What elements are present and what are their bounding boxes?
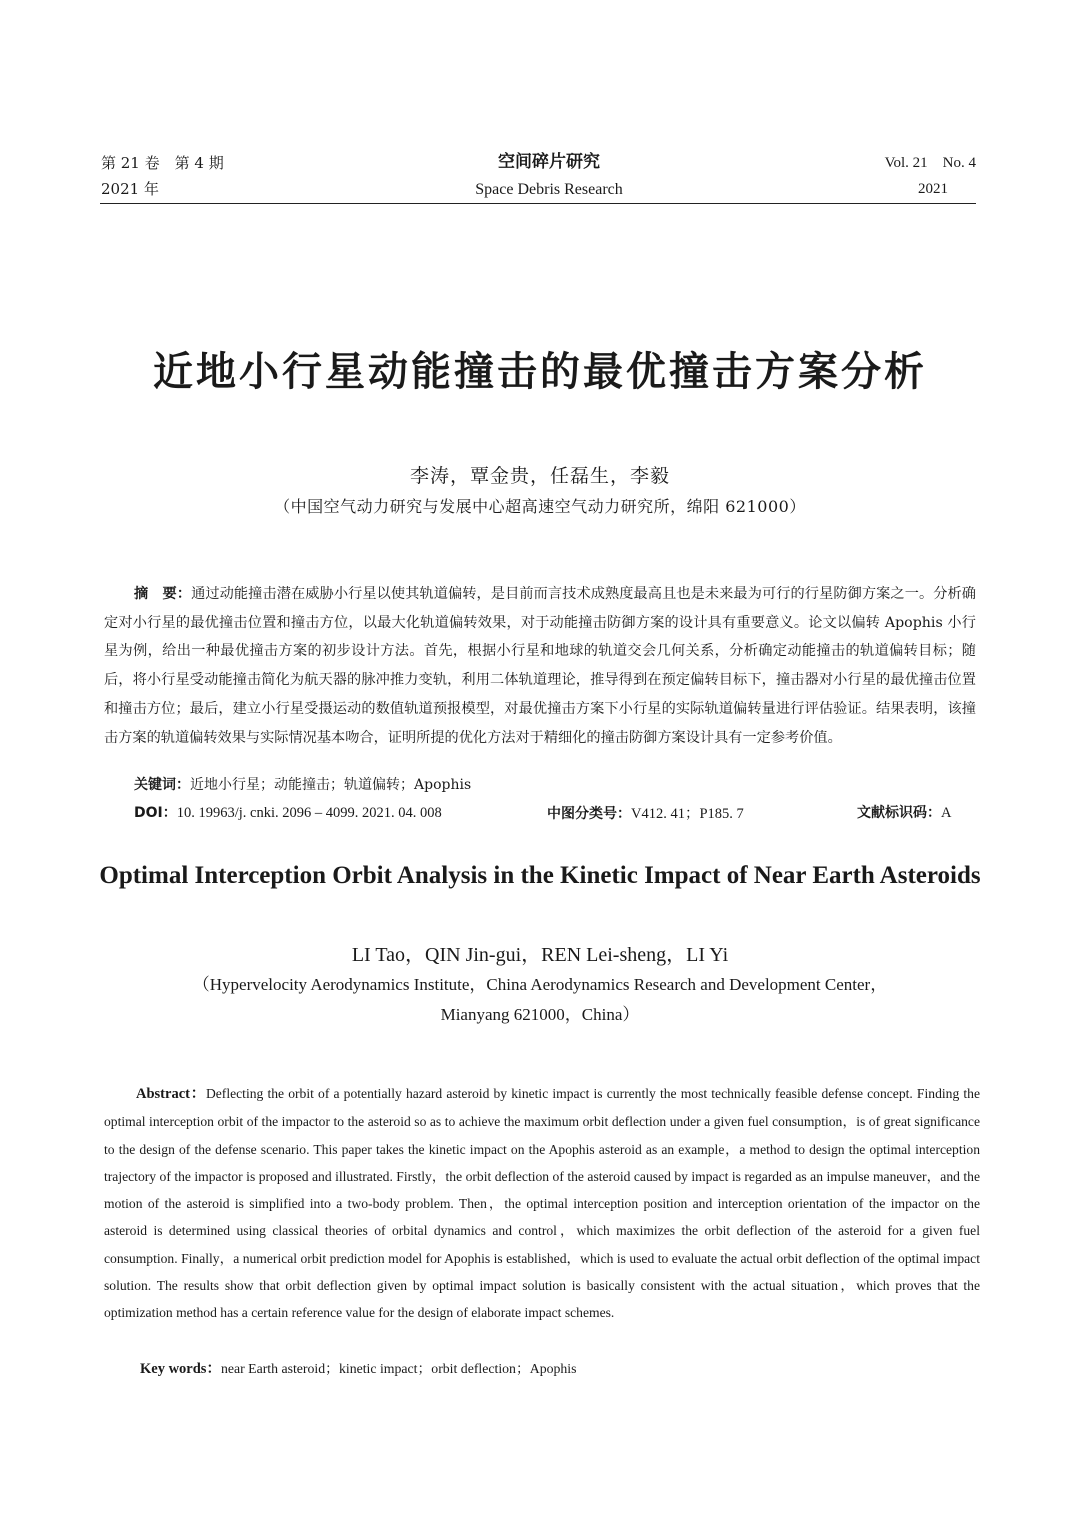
docid-label: 文献标识码： xyxy=(857,805,941,821)
authors-en: LI Tao，QIN Jin-gui，REN Lei-sheng，LI Yi xyxy=(351,944,729,966)
abstract-cn-text: 通过动能撞击潜在威胁小行星以使其轨道偏转，是目前而言技术成熟度最高且也是未来最为可行的行星防御方案之一。分析确定对小行星的最优撞击位置和撞击方位，以最大化轨道偏转效果，对于动能撞击防御方案的设计具有重要意义。论文以偏转 Apophis 小行星为例，给出一种最优撞击方案的初步设计方法。首先，根据小行星和地球的轨道交会几何关系，分析确定动能撞击的轨道偏转目标；随后，将小行星受动能撞击简化为航天器的脉冲推力变轨，利用二体轨道理论，推导得到在预定偏转目标下，撞击器对小行星的最优撞击位置和撞击方位；最后，建立小行星受摄运动的数值轨道预报模型，对最优撞击方案下小行星的实际轨道偏转量进行评估验证。结果表明，该撞击方案的轨道偏转效果与实际情况基本吻合，证明所提的优化方法对于精细化的撞击防御方案设计具有一定参考价值。 xyxy=(104,586,976,746)
volume-issue-cn: 第 21 卷 第 4 期 xyxy=(101,154,224,172)
issue-info-en xyxy=(885,150,976,202)
paper-title-en: Optimal Interception Orbit Analysis in the Kinetic Impact of Near Earth Asteroids xyxy=(99,862,981,889)
affiliation-en xyxy=(0,970,1080,1030)
authors-cn: 李涛，覃金贵，任磊生，李毅 xyxy=(409,465,670,487)
keywords-en xyxy=(140,1357,577,1378)
header-rule xyxy=(100,203,976,204)
document-code xyxy=(857,802,951,822)
journal-name-cn: 空间碎片研究 xyxy=(498,152,600,172)
year-en: 2021 xyxy=(918,181,948,197)
abstract-cn xyxy=(104,580,976,752)
doi-value: 10. 19963/j. cnki. 2096 – 4099. 2021. 04. 008 xyxy=(176,805,442,821)
keywords-cn-text: 近地小行星；动能撞击；轨道偏转；Apophis xyxy=(190,777,472,793)
docid-value: A xyxy=(941,805,952,821)
keywords-en-label: Key words： xyxy=(140,1361,221,1377)
keywords-cn-label: 关键词： xyxy=(134,777,190,793)
paper-title-cn: 近地小行星动能撞击的最优撞击方案分析 xyxy=(153,349,927,395)
clc-value: V412. 41；P185. 7 xyxy=(631,806,744,822)
abstract-cn-label: 摘 要： xyxy=(134,586,192,602)
abstract-en-text: Deflecting the orbit of a potentially hazard asteroid by kinetic impact is currently the most technically feasible defense concept. Finding the optimal interception orbit of the impactor to the asteroid so as to achieve the maximum orbit deflection under a given fuel consumption，is of great significance to the design of the defense scenario. This paper takes the kinetic impact on the Apophis asteroid as an example，a method to design the optimal interception trajectory of the impactor is proposed and illustrated. Firstly，the orbit deflection of the asteroid caused by impact is regarded as an impulse maneuver，and the motion of the asteroid is simplified into a two-body problem. Then，the optimal interception position and interception orientation of the impactor on the asteroid is determined using classical theories of orbital dynamics and control，which maximizes the orbit deflection of the asteroid for a given fuel consumption. Finally，a numerical orbit prediction model for Apophis is established，which is used to evaluate the actual orbit deflection of the optimal impact solution. The results show that orbit deflection given by optimal impact solution is basically consistent with the actual situation，which proves that the optimization method has a certain reference value for the design of elaborate impact schemes. xyxy=(104,1086,980,1321)
keywords-en-text: near Earth asteroid；kinetic impact；orbit deflection；Apophis xyxy=(220,1361,577,1376)
volume-issue-en: Vol. 21 No. 4 xyxy=(884,155,976,171)
doi-label: DOI： xyxy=(134,805,177,821)
keywords-cn xyxy=(134,774,471,794)
affiliation-en-line2: Mianyang 621000，China） xyxy=(440,1005,640,1024)
doi xyxy=(134,802,442,822)
abstract-en-label: Abstract： xyxy=(136,1086,206,1102)
affiliation-cn: （中国空气动力研究与发展中心超高速空气动力研究所，绵阳 621000） xyxy=(274,497,806,516)
abstract-en xyxy=(104,1080,980,1327)
clc-label: 中图分类号： xyxy=(547,806,631,822)
affiliation-en-line1: （Hypervelocity Aerodynamics Institute，China Aerodynamics Research and Development Center， xyxy=(192,975,888,994)
journal-name-en: Space Debris Research xyxy=(475,181,623,198)
year-cn: 2021 年 xyxy=(101,180,159,198)
clc-number xyxy=(547,802,744,823)
